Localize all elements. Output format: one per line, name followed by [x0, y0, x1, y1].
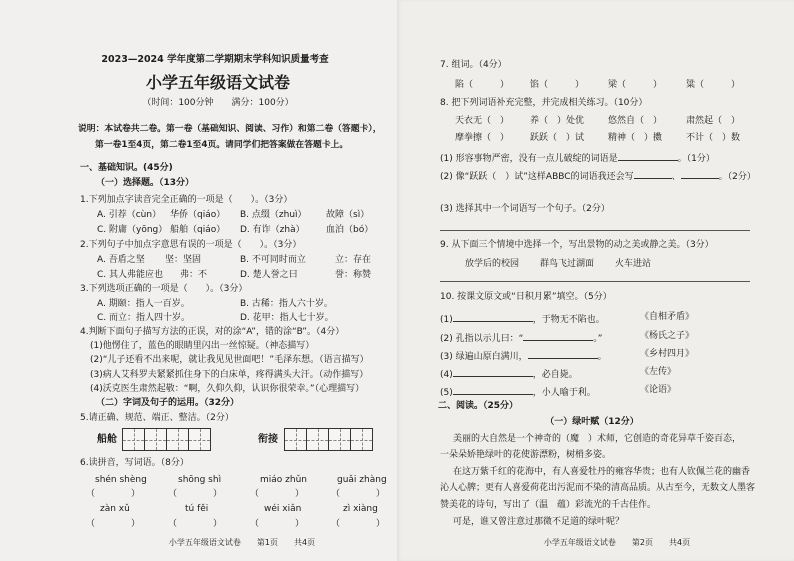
q4-stem: 4.判断下面句子描写方法的正误，对的涂“A”，错的涂“B”。（4分） [80, 327, 345, 337]
answer-blank[interactable] [634, 169, 672, 179]
q1-option-a-word-2: 华侨（qiáo） [170, 210, 226, 220]
q3-option-c[interactable]: C. 而立：指人四十岁。 [97, 313, 191, 323]
page-2-footer: 小学五年级语文试卷 第2页 共4页 [543, 538, 691, 547]
q3-stem: 3.下列选项正确的一项是（ ）。（3分） [80, 284, 248, 294]
reading-paragraph-line: 可是，谁又曾注意过那微不足道的绿叶呢？ [453, 517, 625, 527]
part-2-heading: （二）字词及句子的运用。（32分） [96, 398, 240, 408]
q7-item-3[interactable]: 梁（ ） [608, 80, 663, 90]
q10-item-2-suffix: 。” [593, 334, 603, 344]
q10-item-1 [440, 312, 605, 326]
q10-item-4-prefix: (4) [440, 370, 453, 380]
q6-pinyin-6: tú fěi [185, 504, 209, 514]
q6-answer-paren[interactable]: （ ） [331, 489, 386, 499]
q8-idiom-5[interactable]: 摩拳擦（ ） [455, 133, 510, 143]
part-1-heading: （一）选择题。（13分） [96, 178, 195, 188]
q6-stem: 6.读拼音，写词语。（8分） [80, 458, 189, 468]
q3-option-b[interactable]: B. 古稀：指人六十岁。 [240, 299, 333, 309]
q1-option-d-word-2: 血泊（bó） [326, 225, 374, 235]
answer-line[interactable] [440, 281, 750, 282]
reading-paragraph-line: 在这万紫千红的花海中，有人喜爱牡丹的雍容华贵；也有人钦佩兰花的幽香 [453, 467, 751, 477]
answer-blank[interactable] [453, 367, 533, 377]
q6-answer-paren[interactable]: （ ） [168, 489, 223, 499]
q8-idiom-7[interactable]: 精神（ ）擞 [608, 133, 663, 143]
q8-idiom-6[interactable]: 跃跃（ ）试 [530, 133, 585, 143]
q2-stem: 2.下列句子中加点字意思有误的一项是（ ）。（3分） [80, 240, 302, 250]
q7-item-2[interactable]: 馅（ ） [530, 80, 585, 90]
exam-header: 2023—2024 学年度第二学期期末学科知识质量考查 [101, 54, 329, 65]
page-2 [397, 0, 794, 561]
q10-item-4-source: 《左传》 [640, 367, 677, 377]
instructions-line-1: 说明：本试卷共二卷。第一卷（基础知识、阅读、习作）和第二卷（答题卡）， [78, 124, 382, 134]
q6-answer-paren[interactable]: （ ） [331, 519, 386, 529]
q6-pinyin-4: guǎi zhàng [337, 475, 387, 485]
q9-option-2[interactable]: 群鸟飞过湖面 [540, 259, 595, 269]
q9-stem: 9. 从下面三个情境中选择一个，写出景物的动之美或静之美。（3分） [440, 240, 714, 250]
q8-subquestion-2 [440, 169, 756, 183]
q6-pinyin-3: miáo zhǔn [260, 475, 307, 485]
writing-cell[interactable] [144, 428, 167, 451]
answer-blank[interactable] [453, 312, 533, 322]
q2-option-d[interactable]: D. 楚人誉之曰 [240, 270, 298, 280]
q6-pinyin-1: shén shèng [95, 475, 147, 485]
q10-item-5 [440, 385, 596, 399]
q5-word-2: 衔接 [258, 434, 278, 445]
q10-item-3-source: 《乡村四月》 [640, 349, 695, 359]
q8-idiom-8[interactable]: 不计（ ）数 [686, 133, 741, 143]
answer-blank[interactable] [618, 151, 678, 161]
q8-idiom-3[interactable]: 悠然自（ ） [608, 116, 663, 126]
section-1-heading: 一、基础知识。(45分) [80, 163, 173, 173]
q2-option-a[interactable]: A. 吾盾之坚 [97, 255, 145, 265]
q5-word-1: 船舱 [97, 434, 117, 445]
q1-option-c[interactable]: C. 附庸（yōng） [97, 225, 168, 235]
q10-item-5-prefix: (5) [440, 388, 453, 398]
q6-answer-paren[interactable]: （ ） [86, 519, 141, 529]
q10-item-3 [440, 349, 607, 363]
q10-item-4-suffix: ，必自毙。 [532, 370, 578, 380]
q2-option-a-gloss: 坚：坚固 [165, 255, 202, 265]
q9-option-1[interactable]: 放学后的校园 [465, 259, 520, 269]
q3-option-d[interactable]: D. 花甲：指人七十岁。 [240, 313, 334, 323]
q10-item-1-source: 《自相矛盾》 [640, 312, 695, 322]
q6-answer-paren[interactable]: （ ） [86, 489, 141, 499]
q2-option-c-gloss: 弗：不 [180, 270, 208, 280]
q6-answer-paren[interactable]: （ ） [168, 519, 223, 529]
q7-item-1[interactable]: 陷（ ） [455, 80, 510, 90]
q4-sentence-2: (2)“儿子还看不出来呢，就让我见见世面吧！”毛泽东想。（语言描写） [90, 355, 369, 365]
reading-paragraph-line: 一朵朵娇艳绿叶的花使游漂粉，树梢多姿。 [440, 450, 612, 460]
q4-sentence-1: (1)他愣住了，蓝色的眼睛里闪出一丝惊疑。（神态描写） [90, 341, 315, 351]
q8-idiom-1[interactable]: 天衣无（ ） [455, 116, 510, 126]
q10-item-1-suffix: ，于物无不陷也。 [532, 315, 605, 325]
q1-stem: 1.下列加点字读音完全正确的一项是（ ）。（3分） [80, 195, 293, 205]
q9-option-3[interactable]: 火车进站 [615, 259, 652, 269]
q2-option-c[interactable]: C. 其人弗能应也 [97, 270, 164, 280]
q2-option-b[interactable]: B. 不可同时而立 [240, 255, 306, 265]
writing-cell[interactable] [188, 428, 211, 451]
q4-sentence-3: (3)病人艾科罗夫紧紧抓住身下的白床单，疼得满头大汗。（动作描写） [90, 370, 369, 380]
q5-writing-grid-1[interactable] [123, 428, 211, 451]
section-2-heading: 二、阅读。（25分） [438, 401, 519, 411]
q8-idiom-2[interactable]: 养（ ）处优 [530, 116, 585, 126]
q6-answer-paren[interactable]: （ ） [250, 489, 305, 499]
q10-stem: 10. 按课文原文或“日积月累”填空。（5分） [440, 292, 612, 302]
writing-cell[interactable] [350, 428, 373, 451]
q8-stem: 8. 把下列词语补充完整，并完成相关练习。（10分） [440, 98, 648, 108]
q6-pinyin-7: wéi xiǎn [264, 504, 302, 514]
q8-subquestion-2-text: (2) 像“跃跃（ ）试”这样ABBC的词语我还会写 [440, 172, 634, 182]
instructions-line-2: 第一卷1至4页，第二卷1至4页。请同学们把答案做在答题卡上。 [95, 140, 349, 150]
q1-option-b-word-2: 故障（sì） [326, 210, 370, 220]
q8-subquestion-1-score: 。（1分） [677, 154, 715, 164]
q2-option-d-gloss: 誉：称赞 [335, 270, 372, 280]
reading-paragraph-line: 沁人心脾；更有人喜爱荷花出污泥而不染的清高品质。从古至今，无数文人墨客 [440, 483, 756, 493]
exam-title: 小学五年级语文试卷 [145, 73, 290, 92]
answer-line[interactable] [440, 230, 750, 231]
q6-pinyin-8: zì xiàng [343, 504, 378, 514]
reading-title: （一）绿叶赋（12分） [545, 417, 639, 427]
q1-option-b[interactable]: B. 点缀（zhuì） [240, 210, 307, 220]
q10-item-3-suffix: 。 [597, 352, 607, 362]
q1-option-a[interactable]: A. 引荐（cùn） [97, 210, 162, 220]
page-1-footer: 小学五年级语文试卷 第1页 共4页 [168, 538, 316, 547]
answer-blank[interactable] [453, 385, 533, 395]
q5-stem: 5.请正确、规范、端正、整洁。（2分） [80, 413, 234, 423]
q6-answer-paren[interactable]: （ ） [250, 519, 305, 529]
q1-option-d[interactable]: D. 有诈（zhà） [240, 225, 305, 235]
q2-option-b-gloss: 立：存在 [335, 255, 372, 265]
q10-item-1-prefix: (1) [440, 315, 453, 325]
q7-item-4[interactable]: 粱（ ） [686, 80, 741, 90]
answer-blank[interactable] [681, 169, 719, 179]
q5-writing-grid-2[interactable] [285, 428, 373, 451]
writing-cell[interactable] [122, 428, 145, 451]
writing-cell[interactable] [328, 428, 351, 451]
reading-paragraph-line: 美丽的大自然是一个神奇的（魔 ）术师，它创造的奇花异草千姿百态， [453, 434, 742, 444]
q8-subquestion-1 [440, 151, 715, 165]
time-info: （时间：100分钟 满分：100分） [142, 98, 294, 108]
q10-item-2-source: 《杨氏之子》 [640, 331, 695, 341]
writing-cell[interactable] [166, 428, 189, 451]
reading-paragraph-line: 赞美花的诗句，写出了（温 蕴）彩流光的千古佳作。 [440, 500, 657, 510]
q10-item-5-suffix: ，小人喻于利。 [532, 388, 596, 398]
q4-sentence-4: (4)沃克医生肃然起敬：“啊，久仰久仰，认识你很荣幸。”（心理描写） [90, 384, 365, 394]
q8-subquestion-2-separator: 、 [671, 172, 681, 182]
q10-item-5-source: 《论语》 [640, 385, 677, 395]
q10-item-3-prefix: (3) 绿遍山原白满川， [440, 352, 528, 362]
writing-cell[interactable] [306, 428, 329, 451]
q6-pinyin-2: shōng shì [178, 475, 222, 485]
q1-option-c-word-2: 船舶（qiáo） [170, 225, 226, 235]
q8-subquestion-2-score: 。（2分） [718, 172, 756, 182]
q7-stem: 7. 组词。（4分） [440, 60, 507, 70]
q8-idiom-4[interactable]: 肃然起（ ） [686, 116, 741, 126]
q6-pinyin-5: zàn xǔ [100, 504, 130, 514]
q10-item-2 [440, 331, 602, 345]
answer-blank[interactable] [528, 349, 598, 359]
writing-cell[interactable] [284, 428, 307, 451]
answer-blank[interactable] [523, 331, 593, 341]
q10-item-4 [440, 367, 578, 381]
q10-item-2-prefix: (2) 孔指以示儿曰：“ [440, 334, 524, 344]
q3-option-a[interactable]: A. 期颐：指人一百岁。 [97, 299, 190, 309]
q8-subquestion-1-text: (1) 形容事物严密，没有一点儿破绽的词语是 [440, 154, 618, 164]
q8-subquestion-3: (3) 选择其中一个词语写一个句子。（2分） [440, 204, 610, 214]
